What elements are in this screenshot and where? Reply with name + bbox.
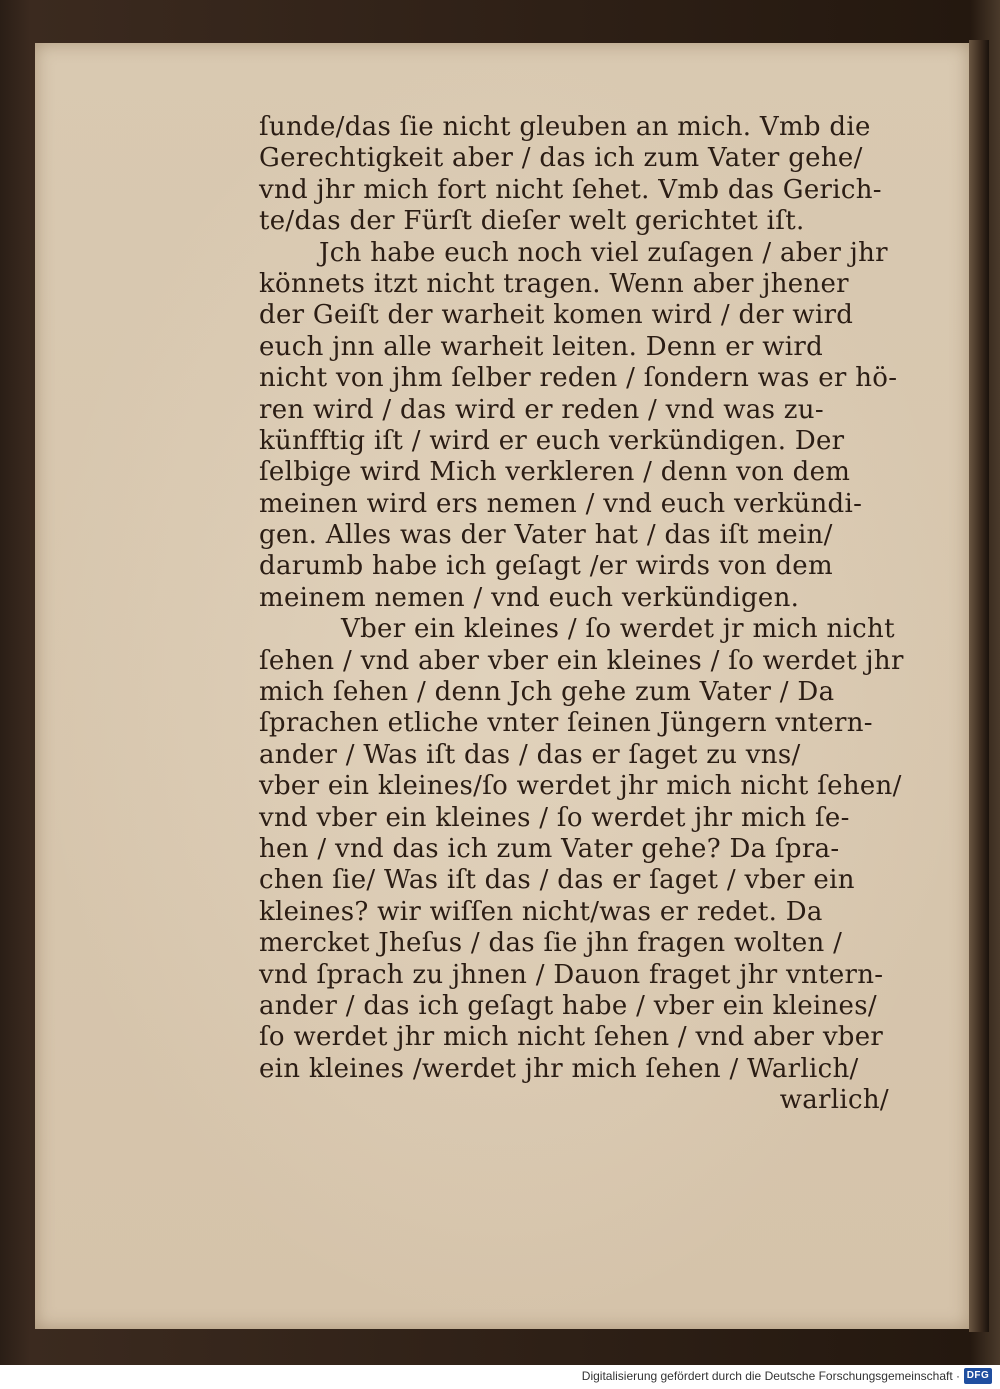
text-line: nicht von jhm ſelber reden / ſondern was er hö- [259,363,898,394]
text-line: könnets itzt nicht tragen. Wenn aber jhener [259,268,849,299]
text-line: ander / das ich geſagt habe / vber ein kleines/ [259,990,877,1021]
text-line: vnd vber ein kleines / ſo werdet jhr mich ſe- [259,802,850,833]
text-line: künfftig iſt / wird er euch verkündigen. Der [259,425,845,456]
text-line: ſelbige wird Mich verkleren / denn von dem [259,457,851,488]
text-line: ren wird / das wird er reden / vnd was zu- [259,394,824,425]
text-line: Gerechtigkeit aber / das ich zum Vater gehe/ [259,143,863,174]
text-line: Vber ein kleines / ſo werdet jr mich nicht [341,614,895,645]
text-line: Jch habe euch noch viel zuſagen / aber jhr [319,237,888,268]
text-line: vnd jhr mich fort nicht ſehet. Vmb das Gerich- [259,174,882,205]
text-line: vnd ſprach zu jhnen / Dauon fraget jhr vntern- [259,959,884,990]
text-line: ander / Was iſt das / das er ſaget zu vns/ [259,739,801,770]
text-line: mercket Jheſus / das ſie jhn fragen wolten / [259,928,843,959]
catchword: warlich/ [779,1085,889,1116]
text-line: ſunde/das ſie nicht gleuben an mich. Vmb die [259,112,871,142]
text-line: darumb habe ich geſagt /er wirds von dem [259,551,833,582]
text-line: hen / vnd das ich zum Vater gehe? Da ſpra- [259,833,840,864]
page-edge [969,40,989,1332]
funding-credit: Digitalisierung gefördert durch die Deutsche Forschungsgemeinschaft · [581,1369,960,1383]
text-line: euch jnn alle warheit leiten. Denn er wird [259,331,824,362]
text-line: ſprachen etliche vnter ſeinen Jüngern vntern- [259,708,873,739]
text-line: vber ein kleines/ſo werdet jhr mich nicht ſehen/ [259,771,902,802]
text-line: chen ſie/ Was iſt das / das er ſaget / vber ein [259,865,855,896]
text-line: der Geiſt der warheit komen wird / der wird [259,300,854,331]
text-line: kleines? wir wiſſen nicht/was er redet. Da [259,896,823,927]
text-line: ſo werdet jhr mich nicht ſehen / vnd aber vber [259,1022,884,1053]
text-line: meinem nemen / vnd euch verkündigen. [259,582,800,613]
text-line: te/das der Fürſt dieſer welt gerichtet iſt. [259,206,805,237]
page-text [259,112,904,1117]
text-line: gen. Alles was der Vater hat / das iſt mein/ [259,520,833,551]
text-line: meinen wird ers nemen / vnd euch verkündi- [259,488,863,519]
dfg-logo: DFG [964,1368,992,1384]
text-line: ein kleines /werdet jhr mich ſehen / Warlich/ [259,1053,859,1084]
text-line: mich ſehen / denn Jch gehe zum Vater / Da [259,677,835,708]
footer-bar [0,1365,1000,1389]
text-line: ſehen / vnd aber vber ein kleines / ſo werdet jhr [259,645,904,676]
